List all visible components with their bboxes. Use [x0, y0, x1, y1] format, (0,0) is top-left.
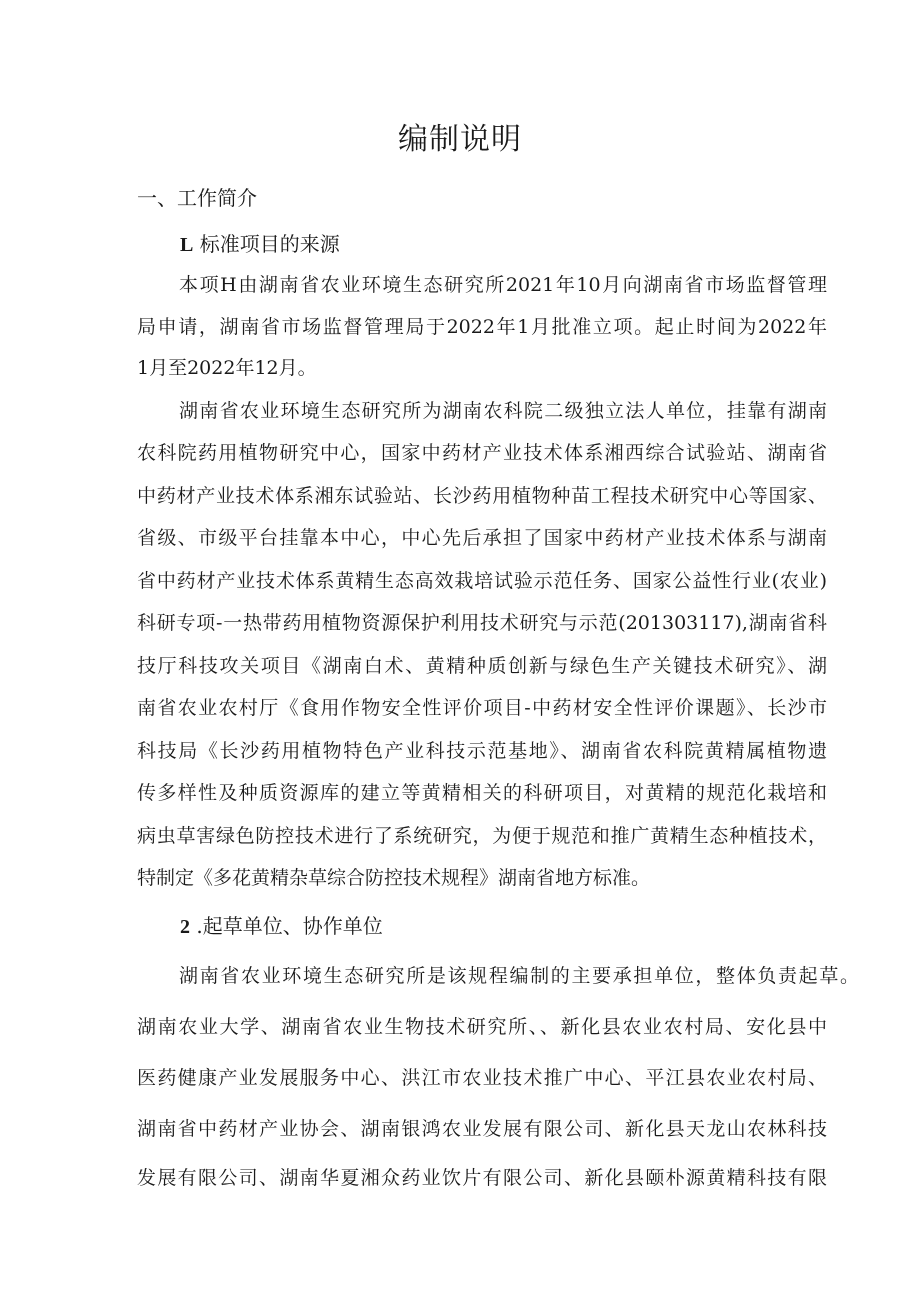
paragraph-line: 医药健康产业发展服务中心、洪江市农业技术推广中心、平江县农业农村局、	[137, 1067, 827, 1089]
paragraph-line: 湖南省农业环境生态研究所是该规程编制的主要承担单位，整体负责起草。	[179, 965, 859, 987]
subsection-number: 2	[180, 916, 190, 938]
paragraph-line: 科研专项-一热带药用植物资源保护利用技术研究与示范(201303117),湖南省科	[137, 612, 827, 634]
subsection-heading-drafting-units	[180, 911, 383, 942]
paragraph-line: 发展有限公司、湖南华夏湘众药业饮片有限公司、新化县颐朴源黄精科技有限	[137, 1167, 827, 1189]
paragraph-line: 特制定《多花黄精杂草综合防控技术规程》湖南省地方标准。	[137, 867, 651, 889]
paragraph-line: 病虫草害绿色防控技术进行了系统研究，为便于规范和推广黄精生态种植技术，	[137, 825, 827, 847]
paragraph-line: 1月至2022年12月。	[137, 357, 317, 379]
paragraph-line: 技厅科技攻关项目《湖南白术、黄精种质创新与绿色生产关键技术研究》、湖	[137, 655, 827, 677]
paragraph-line: 农科院药用植物研究中心，国家中药材产业技术体系湘西综合试验站、湖南省	[137, 442, 827, 464]
paragraph-line: 省中药材产业技术体系黄精生态高效栽培试验示范任务、国家公益性行业(农业)	[137, 570, 827, 592]
subsection-number: L	[180, 234, 194, 256]
paragraph-line: 省级、市级平台挂靠本中心，中心先后承担了国家中药材产业技术体系与湖南	[137, 527, 827, 549]
paragraph-line: 湖南省农业环境生态研究所为湖南农科院二级独立法人单位，挂靠有湖南	[179, 400, 827, 422]
paragraph-line: 局申请，湖南省市场监督管理局于2022年1月批准立项。起止时间为2022年	[137, 316, 827, 338]
paragraph-line: 湖南农业大学、湖南省农业生物技术研究所、、新化县农业农村局、安化县中	[137, 1016, 827, 1038]
paragraph-line: 传多样性及种质资源库的建立等黄精相关的科研项目，对黄精的规范化栽培和	[137, 782, 827, 804]
paragraph-line: 中药材产业技术体系湘东试验站、长沙药用植物种苗工程技术研究中心等国家、	[137, 485, 827, 507]
paragraph-line: 南省农业农村厅《食用作物安全性评价项目-中药材安全性评价课题》、长沙市	[137, 697, 827, 719]
paragraph-line: 本项H由湖南省农业环境生态研究所2021年10月向湖南省市场监督管理	[179, 274, 827, 296]
subsection-label: .起草单位、协作单位	[196, 914, 383, 938]
paragraph-line: 科技局《长沙药用植物特色产业科技示范基地》、湖南省农科院黄精属植物遗	[137, 740, 827, 762]
section-heading-work-intro: 一、工作简介	[137, 186, 257, 210]
subsection-label: 标准项目的来源	[199, 232, 340, 256]
subsection-heading-project-source	[180, 229, 340, 260]
page-title: 编制说明	[398, 122, 522, 157]
paragraph-line: 湖南省中药材产业协会、湖南银鸿农业发展有限公司、新化县天龙山农林科技	[137, 1118, 827, 1140]
